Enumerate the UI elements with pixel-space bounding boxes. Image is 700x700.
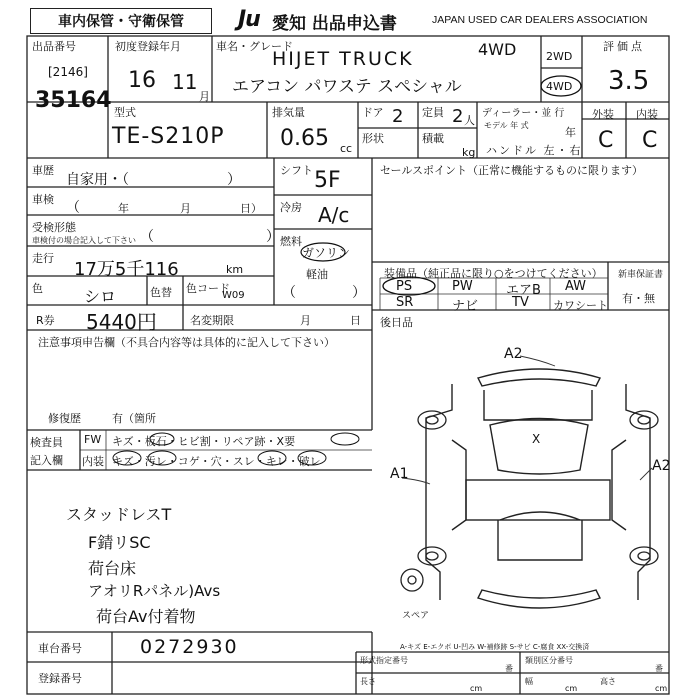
damage-mark: A2 <box>652 458 671 474</box>
equipment-pw: PW <box>452 279 473 294</box>
exterior-label: 外装 <box>592 108 614 121</box>
inspector-label: 検査員 記入欄 <box>30 436 63 467</box>
drive-4wd: 4WD <box>546 80 573 93</box>
lot-sub-number: [2146] <box>48 65 88 79</box>
displacement-label: 排気量 <box>272 106 305 119</box>
shaken-year-unit: 年 <box>118 202 129 215</box>
shaken-label: 車検 <box>32 193 54 206</box>
stamp-unit: cm <box>565 684 578 693</box>
load-unit: kg <box>462 146 476 159</box>
interior-grade: C <box>642 128 658 153</box>
shape-label: 形状 <box>362 132 384 145</box>
mileage-value: 17万5千116 <box>74 259 179 280</box>
registration-number-label: 登録番号 <box>38 672 82 685</box>
exterior-grade: C <box>598 128 614 153</box>
drive-note: 4WD <box>478 40 517 59</box>
registration-month: 11 <box>172 70 198 94</box>
door-label: ドア <box>362 106 384 119</box>
mileage-label: 走行 <box>32 252 54 265</box>
damage-mark: X <box>532 432 541 446</box>
color-code-value: W09 <box>222 290 245 301</box>
displacement-value: 0.65 <box>280 126 329 151</box>
month-unit: 月 <box>199 90 210 103</box>
chassis-number: 0272930 <box>140 636 239 658</box>
deadline-day-unit: 日 <box>350 314 361 327</box>
handwritten-note: 荷台床 <box>88 559 137 578</box>
color-label: 色 <box>32 282 43 295</box>
door-value: 2 <box>392 106 404 127</box>
score-value: 3.5 <box>608 66 650 96</box>
score-label: 評価点 <box>603 40 645 53</box>
handle-label: ハンドル 左・右 <box>486 144 583 157</box>
color-code-label: 色コード <box>186 282 230 295</box>
recycle-value: 5440円 <box>86 310 157 334</box>
stamp-height-label: 高さ <box>600 677 616 686</box>
damage-mark: A1 <box>390 466 409 482</box>
handwritten-note: 荷台Av付着物 <box>96 607 196 626</box>
shift-value: 5F <box>314 168 341 193</box>
reception-label: 受検形態 <box>32 221 76 234</box>
displacement-unit: cc <box>340 142 353 155</box>
equipment-airbag: エアB <box>506 283 541 298</box>
capacity-label: 定員 <box>422 106 444 119</box>
sales-point-label: セールスポイント（正常に機能するものに限ります） <box>380 164 644 177</box>
repair-history-label: 修復歴 <box>48 412 81 425</box>
fuel-gasoline: ガソリン <box>302 246 351 260</box>
registration-year: 16 <box>128 68 156 93</box>
inspector-interior-label: 内装 <box>82 455 104 468</box>
model-name: HIJET TRUCK <box>272 48 414 70</box>
repair-history-value: 有（箇所 <box>112 412 156 425</box>
shaken-open: （ <box>66 200 80 216</box>
handwritten-note: アオリRパネル)Avs <box>88 582 221 600</box>
history-label: 車歴 <box>32 164 54 177</box>
reception-value: （ ） <box>140 229 280 245</box>
fuel-label: 燃料 <box>280 235 302 248</box>
equipment-navi: ナビ <box>452 299 479 314</box>
association-name: JAPAN USED CAR DEALERS ASSOCIATION <box>432 14 648 26</box>
deadline-month-unit: 月 <box>300 314 311 327</box>
mileage-unit: km <box>226 263 244 276</box>
equipment-sr: SR <box>396 295 414 310</box>
notes-label: 注意事項申告欄（不具合内容等は具体的に記入して下さい） <box>38 336 335 349</box>
capacity-unit: 人 <box>464 114 475 127</box>
stamp-type-number-label: 形式指定番号 <box>360 656 408 665</box>
ju-logo: Ju <box>238 7 260 32</box>
interior-label: 内装 <box>636 108 658 121</box>
model-year-unit: 年 <box>565 126 576 139</box>
equipment-leather: カワシート <box>553 299 608 312</box>
new-car-warranty-label: 新車保証書 <box>618 270 664 280</box>
color-value: シロ <box>84 287 117 306</box>
equipment-label: 装備品（純正品に限り○をつけてください） <box>384 267 603 280</box>
damage-legend: A-キズ E-エクボ U-凹み W-補修跡 S-サビ C-腐食 XX-交換済 <box>400 643 590 651</box>
stamp-width-label: 幅 <box>525 677 533 686</box>
inspector-fw-items: キズ・板石・ヒビ割・リペア跡・X要 <box>112 435 296 448</box>
dealer-label: ディーラー・並 行 <box>482 108 565 119</box>
inspector-fw-label: FW <box>84 433 102 446</box>
stamp-unit: cm <box>655 684 668 693</box>
reception-note: 車検付の場合記入して下さい <box>32 236 136 245</box>
new-car-warranty-value: 有・無 <box>622 292 655 305</box>
fuel-open: （ <box>282 285 296 301</box>
lot-number: 35164 <box>35 88 112 113</box>
model-grade-label: 車名・グレード <box>216 40 293 53</box>
model-grade: エアコン パワステ スペシャル <box>232 77 462 97</box>
drive-2wd: 2WD <box>546 50 573 63</box>
stamp-class-number-label: 類別区分番号 <box>525 656 573 665</box>
handwritten-note: スタッドレスT <box>66 505 172 524</box>
type-value: TE-S210P <box>112 124 225 149</box>
stamp-length-label: 長さ <box>360 677 376 686</box>
chassis-number-label: 車台番号 <box>38 642 82 655</box>
capacity-value: 2 <box>452 106 464 127</box>
spare-label: スペア <box>402 611 430 621</box>
shaken-month-unit: 月 <box>180 202 191 215</box>
type-label: 型式 <box>114 106 136 119</box>
stamp-unit: cm <box>470 684 483 693</box>
equipment-tv: TV <box>512 295 529 310</box>
inspector-interior-items: キズ・汚レ・コゲ・穴・スレ・キレ・破レ <box>112 455 321 468</box>
cooler-label: 冷房 <box>280 201 302 214</box>
lot-number-label: 出品番号 <box>32 40 76 53</box>
load-label: 積載 <box>422 132 444 145</box>
equipment-aw: AW <box>565 279 587 294</box>
fuel-diesel: 軽油 <box>306 268 328 281</box>
model-year-label: モデル 年 式 <box>484 121 529 130</box>
stamp-unit: 番 <box>655 664 663 673</box>
color-change-label: 色替 <box>150 286 172 299</box>
shaken-day-unit: 日） <box>240 202 262 215</box>
equipment-ps: PS <box>396 279 413 294</box>
cooler-value: A/c <box>318 203 350 227</box>
first-registration-label: 初度登録年月 <box>115 40 181 53</box>
storage-badge: 車内保管・守衛保管 <box>30 8 212 34</box>
recycle-label: R券 <box>36 314 55 327</box>
fuel-close: ） <box>352 285 366 301</box>
stamp-unit: 番 <box>505 664 513 673</box>
shift-label: シフト <box>280 164 313 177</box>
name-change-deadline-label: 名変期限 <box>190 314 234 327</box>
damage-mark: A2 <box>504 346 523 362</box>
form-title: 愛知 出品申込書 <box>272 14 397 34</box>
aftermarket-label: 後日品 <box>380 316 413 329</box>
history-value: 自家用・（ ） <box>66 172 241 188</box>
handwritten-note: F錆リSC <box>88 533 151 552</box>
